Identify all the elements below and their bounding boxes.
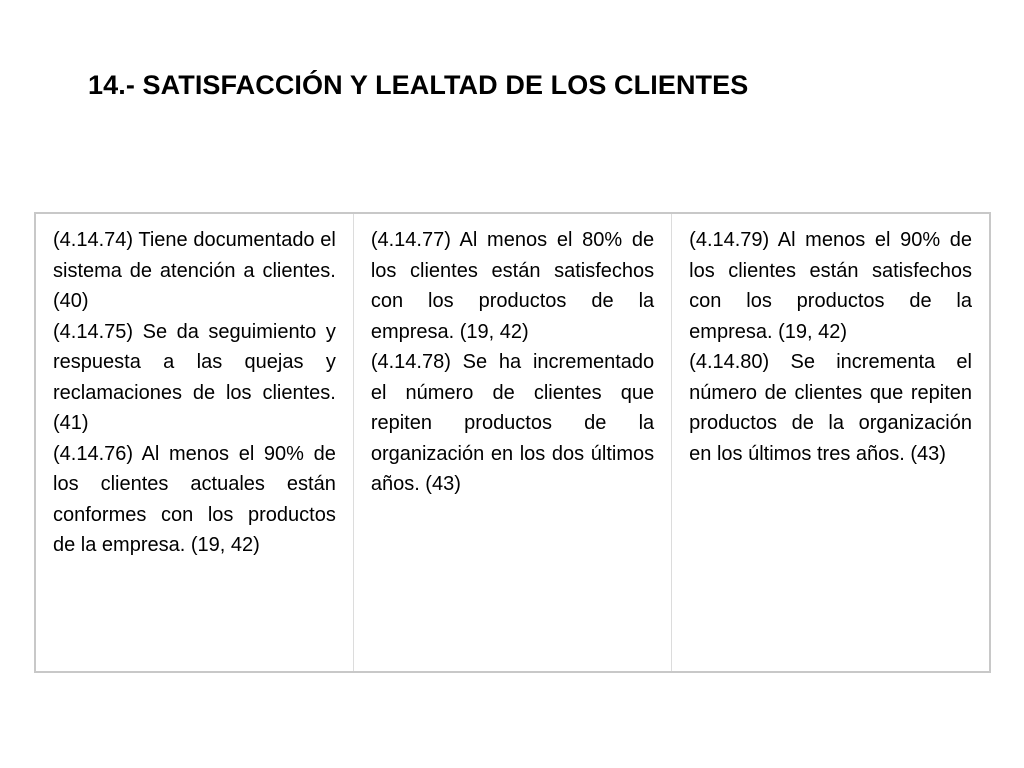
table-cell-column-2 (353, 213, 671, 672)
criterion-4-14-80: (4.14.80) Se incrementa el número de clientes que repiten productos de la organización en los últimos tres años. (43) (689, 351, 972, 465)
criterion-4-14-78: (4.14.78) Se ha incrementado el número de clientes que repiten productos de la organización en los dos últimos años. (43) (370, 351, 655, 495)
page-title: 14.- SATISFACCIÓN Y LEALTAD DE LOS CLIENTES (88, 70, 749, 100)
table-row (35, 213, 990, 672)
criterion-4-14-77: (4.14.77) Al menos el 80% de los clientes están satisfechos con los productos de la empresa. (19, 42) (370, 229, 655, 343)
criterion-4-14-76: (4.14.76) Al menos el 90% de los clientes actuales están conformes con los productos de la empresa. (19, 42) (53, 442, 336, 556)
table-cell-column-3 (672, 213, 990, 672)
criterion-4-14-79: (4.14.79) Al menos el 90% de los clientes están satisfechos con los productos de la empresa. (19, 42) (689, 229, 972, 343)
criterion-4-14-75: (4.14.75) Se da seguimiento y respuesta a las quejas y reclamaciones de los clientes. (41) (53, 320, 336, 434)
criterion-4-14-74: (4.14.74) Tiene documentado el sistema de atención a clientes. (40) (53, 229, 336, 312)
table-cell-column-1 (35, 213, 353, 672)
criteria-table (34, 212, 991, 673)
